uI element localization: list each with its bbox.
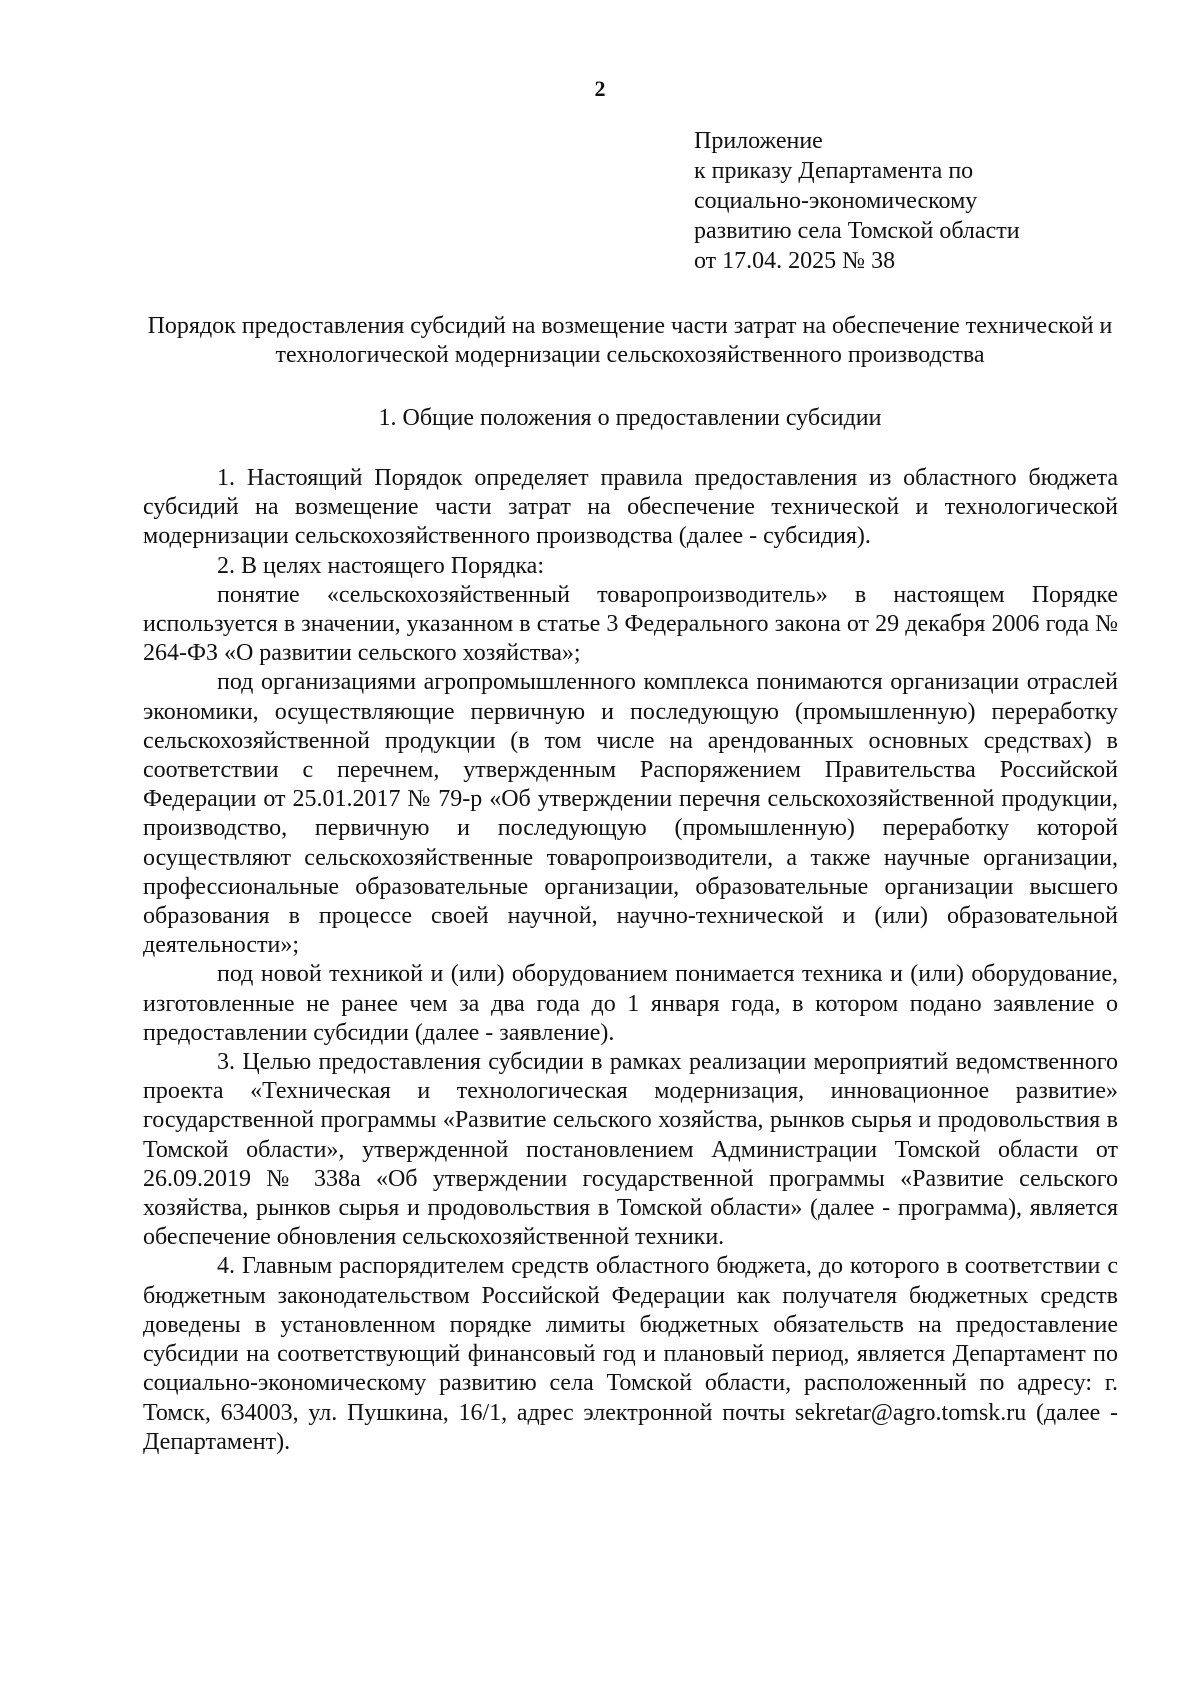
- appendix-line: развитию села Томской области: [694, 218, 1020, 244]
- paragraph-3: 3. Целью предоставления субсидии в рамках реализации мероприятий ведомственного проекта «Техническая и технологическая модернизация, инновационное развитие» государственной программы «Развитие сельского хозяйства, рынков сырья и продовольствия в Томской области», утвержденной постановлением Администрации Томской области от 26.09.2019 № 338а «Об утверждении государственной программы «Развитие сельского хозяйства, рынков сырья и продовольствия в Томской области» (далее - программа), является обеспечение обновления сельскохозяйственной техники.: [143, 1049, 1118, 1251]
- appendix-line: Приложение: [694, 128, 823, 154]
- document-body: [143, 464, 1118, 1457]
- paragraph-definition-new-equipment: под новой техникой и (или) оборудованием понимается техника и (или) оборудование, изготовленные не ранее чем за два года до 1 января года, в котором подано заявление о предоставлении субсидии (далее - заявление).: [143, 961, 1118, 1046]
- appendix-block: [694, 126, 1114, 276]
- page-number: 2: [594, 76, 606, 101]
- paragraph-4: 4. Главным распорядителем средств областного бюджета, до которого в соответствии с бюджетным законодательством Российской Федерации как получателя бюджетных средств доведены в установленном порядке лимиты бюджетных обязательств на предоставление субсидии на соответствующий финансовый год и плановый период, является Департамент по социально-экономическому развитию села Томской области, расположенный по адресу: г. Томск, 634003, ул. Пушкина, 16/1, адрес электронной почты sekretar@agro.tomsk.ru (далее - Департамент).: [143, 1253, 1118, 1455]
- appendix-line: социально-экономическому: [694, 188, 978, 214]
- paragraph-definition-agro-organizations: под организациями агропромышленного комплекса понимаются организации отраслей экономики, осуществляющие первичную и последующую (промышленную) переработку сельскохозяйственной продукции (в том числе на арендованных основных средствах) в соответствии с перечнем, утвержденным Распоряжением Правительства Российской Федерации от 25.01.2017 № 79-р «Об утверждении перечня сельскохозяйственной продукции, производство, первичную и последующую (промышленную) переработку которой осуществляют сельскохозяйственные товаропроизводители, а также научные организации, профессиональные образовательные организации, образовательные организации высшего образования в процессе своей научной, научно-технической и (или) образовательной деятельности»;: [143, 669, 1118, 959]
- section-heading: 1. Общие положения о предоставлении субсидии: [378, 405, 882, 431]
- document-title: Порядок предоставления субсидий на возмещение части затрат на обеспечение технической и технологической модернизации сельскохозяйственного производства: [147, 313, 1113, 368]
- paragraph-1: 1. Настоящий Порядок определяет правила предоставления из областного бюджета субсидий на возмещение части затрат на обеспечение технической и технологической модернизации сельскохозяйственного производства (далее - субсидия).: [143, 465, 1118, 550]
- paragraph-definition-producer: понятие «сельскохозяйственный товаропроизводитель» в настоящем Порядке используется в значении, указанном в статье 3 Федерального закона от 29 декабря 2006 года № 264-ФЗ «О развитии сельского хозяйства»;: [143, 581, 1118, 667]
- paragraph-2: 2. В целях настоящего Порядка:: [217, 552, 544, 579]
- appendix-line: к приказу Департамента по: [694, 158, 974, 184]
- appendix-line: от 17.04. 2025 № 38: [694, 248, 896, 274]
